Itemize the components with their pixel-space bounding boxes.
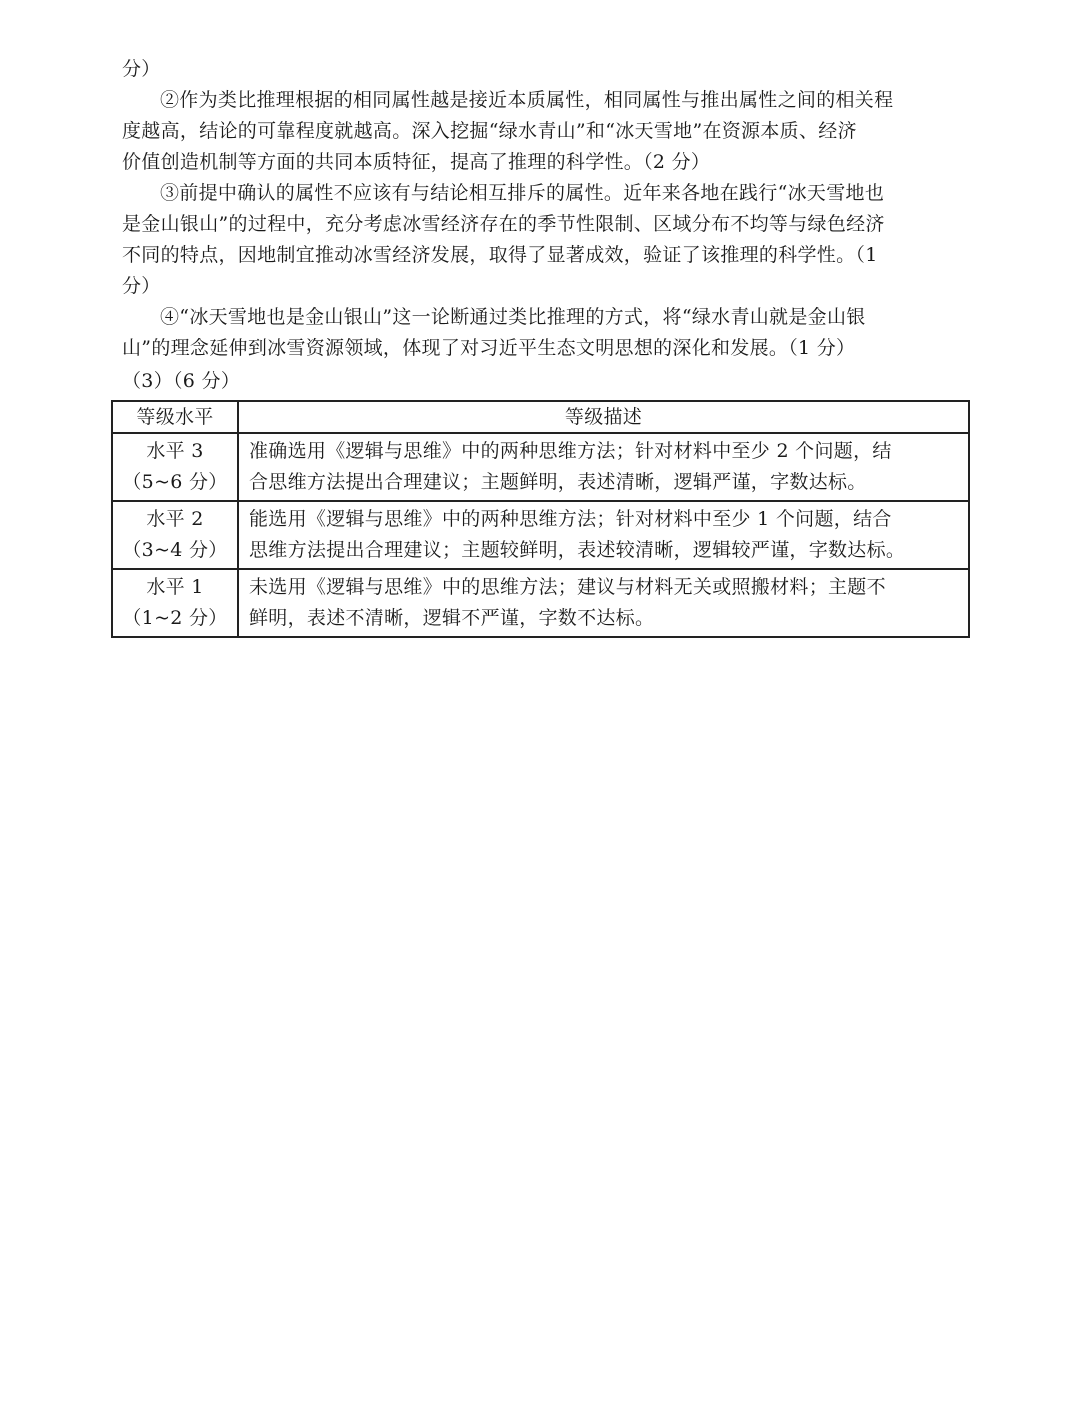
- paragraph-continuation: [122, 54, 970, 85]
- header-description: 等级描述: [238, 401, 969, 433]
- section-label: （3）（6 分）: [122, 370, 241, 392]
- level-name: 水平 3: [146, 440, 204, 462]
- table-header-row: [112, 401, 969, 433]
- text-line: 山”的理念延伸到冰雪资源领域，体现了对习近平生态文明思想的深化和发展。（1 分）: [122, 337, 856, 359]
- description-cell: [238, 501, 969, 569]
- level-cell: [112, 433, 238, 501]
- table-row: [112, 433, 969, 501]
- table-row: [112, 501, 969, 569]
- level-score: （5~6 分）: [122, 471, 228, 493]
- text-line: 不同的特点，因地制宜推动冰雪经济发展，取得了显著成效，验证了该推理的科学性。（1: [122, 244, 878, 266]
- header-level: 等级水平: [112, 401, 238, 433]
- description-line: 思维方法提出合理建议；主题较鲜明，表述较清晰，逻辑较严谨，字数达标。: [249, 539, 906, 561]
- table-row: [112, 569, 969, 637]
- text-line: 分）: [122, 58, 161, 80]
- text-line: ③前提中确认的属性不应该有与结论相互排斥的属性。近年来各地在践行“冰天雪地也: [160, 182, 885, 204]
- description-line: 合思维方法提出合理建议；主题鲜明，表述清晰，逻辑严谨，字数达标。: [249, 471, 867, 493]
- level-name: 水平 2: [146, 508, 204, 530]
- paragraph-point-3: [122, 178, 970, 302]
- paragraph-point-4: [122, 302, 970, 364]
- text-line: 是金山银山”的过程中，充分考虑冰雪经济存在的季节性限制、区域分布不均等与绿色经济: [122, 213, 885, 235]
- grading-rubric-table: [111, 400, 970, 638]
- text-line: 度越高，结论的可靠程度就越高。深入挖掘“绿水青山”和“冰天雪地”在资源本质、经济: [122, 120, 857, 142]
- description-line: 准确选用《逻辑与思维》中的两种思维方法；针对材料中至少 2 个问题，结: [249, 440, 892, 462]
- text-line: 价值创造机制等方面的共同本质特征，提高了推理的科学性。（2 分）: [122, 151, 711, 173]
- answer-text-block: [122, 54, 970, 397]
- level-cell: [112, 569, 238, 637]
- description-line: 能选用《逻辑与思维》中的两种思维方法；针对材料中至少 1 个问题，结合: [249, 508, 892, 530]
- description-line: 鲜明，表述不清晰，逻辑不严谨，字数不达标。: [249, 607, 655, 629]
- text-line: ④“冰天雪地也是金山银山”这一论断通过类比推理的方式，将“绿水青山就是金山银: [160, 306, 866, 328]
- level-cell: [112, 501, 238, 569]
- level-score: （1~2 分）: [122, 607, 228, 629]
- text-line: ②作为类比推理根据的相同属性越是接近本质属性，相同属性与推出属性之间的相关程: [160, 89, 894, 111]
- text-line: 分）: [122, 275, 161, 297]
- description-cell: [238, 569, 969, 637]
- level-name: 水平 1: [146, 576, 204, 598]
- level-score: （3~4 分）: [122, 539, 228, 561]
- paragraph-point-2: [122, 85, 970, 178]
- description-line: 未选用《逻辑与思维》中的思维方法；建议与材料无关或照搬材料；主题不: [249, 576, 886, 598]
- description-cell: [238, 433, 969, 501]
